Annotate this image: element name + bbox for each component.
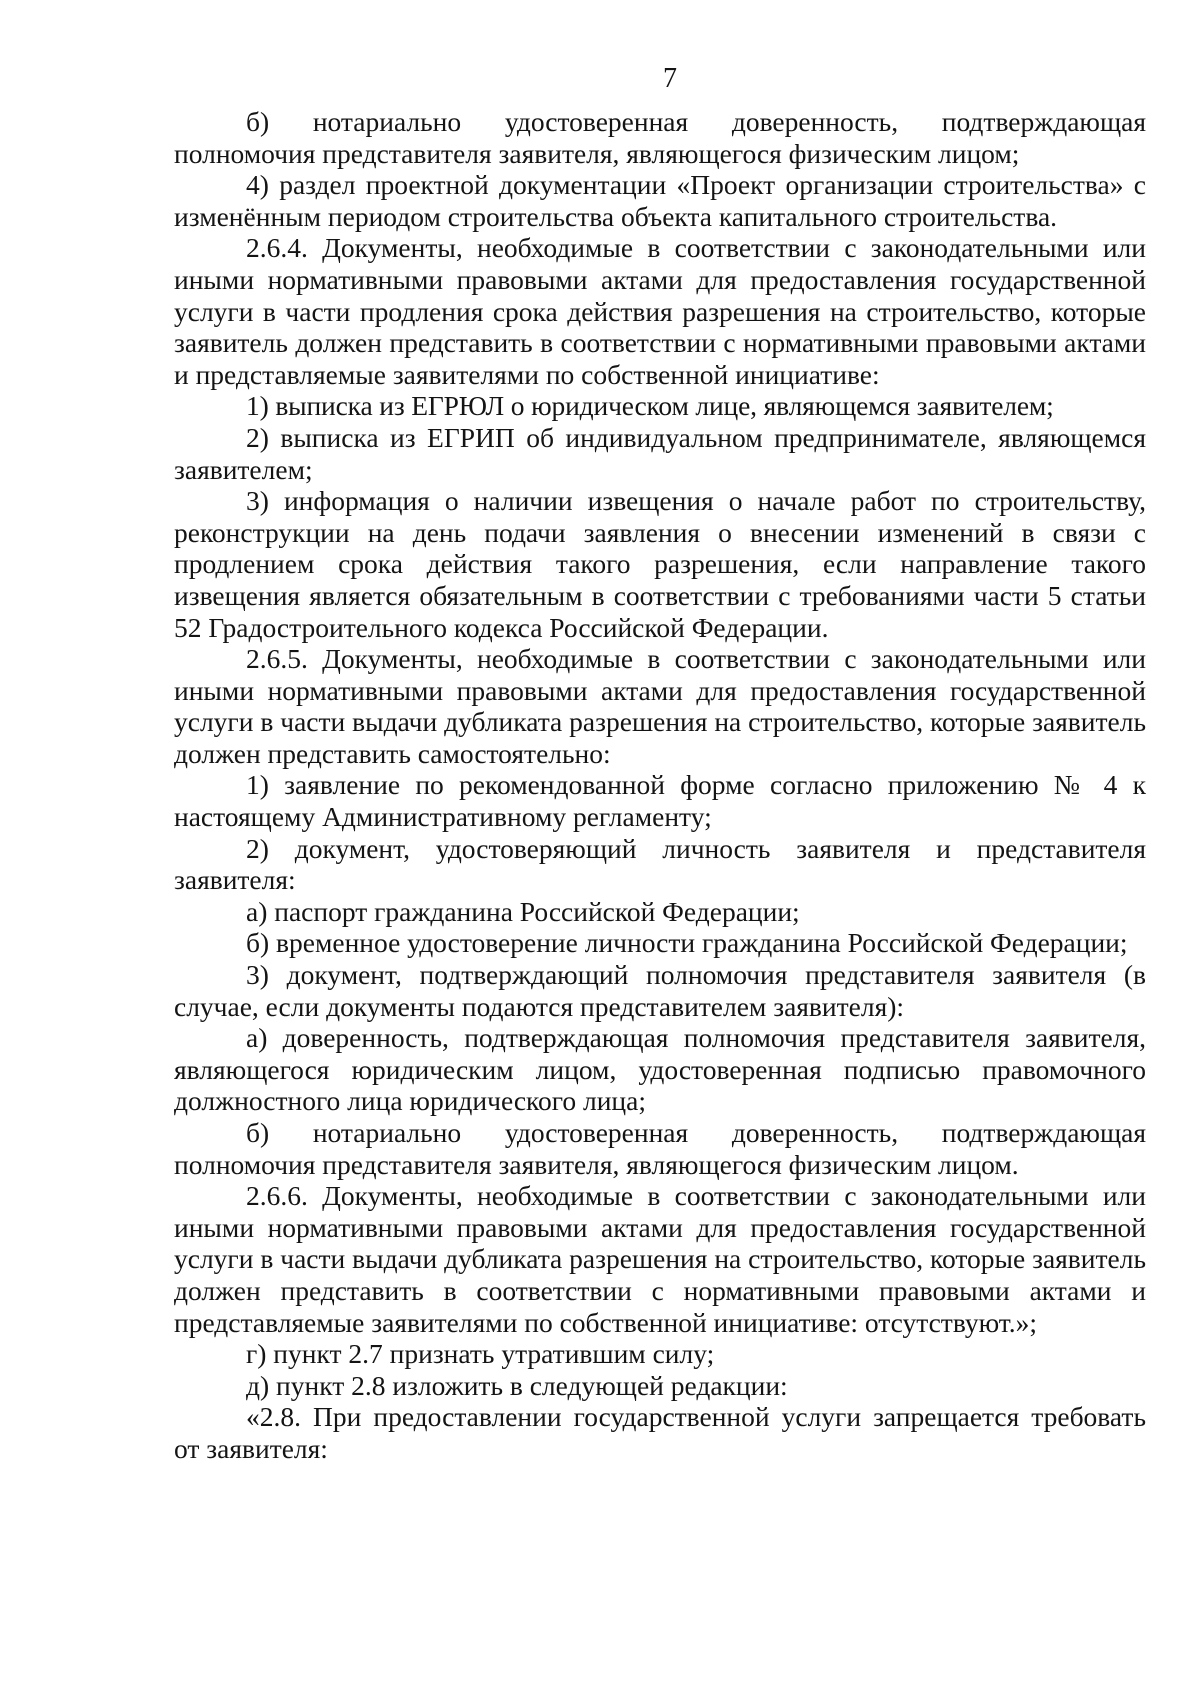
paragraph-2-8: «2.8. При предоставлении государственной услуги запрещается требовать от заявителя: [174,1401,1146,1464]
list-item-egrip: 2) выписка из ЕГРИП об индивидуальном предпринимателе, являющемся заявителем; [174,421,1146,485]
list-item-identity-document: 2) документ, удостоверяющий личность заявителя и представителя заявителя: [174,832,1146,896]
list-item-point-2-8: д) пункт 2.8 изложить в следующей редакции: [246,1369,788,1401]
list-item-legal-entity-power-of-attorney: а) доверенность, подтверждающая полномочия представителя заявителя, являющегося юридическим лицом, удостоверенная подписью правомочного должностного лица юридического лица; [174,1022,1146,1117]
list-item-authority-document: 3) документ, подтверждающий полномочия представителя заявителя (в случае, если документы подаются представителем заявителя): [174,959,1146,1022]
paragraph-2-6-6: 2.6.6. Документы, необходимые в соответствии с законодательными или иными нормативными правовыми актами для предоставления государственной услуги в части выдачи дубликата разрешения на строительство, которые заявитель должен представить в соответствии с нормативными правовыми актами и представляемые заявителями по собственной инициативе: отсутствуют.»; [174,1180,1146,1338]
paragraph-notarial-power-of-attorney: б) нотариально удостоверенная доверенность, подтверждающая полномочия представителя заявителя, являющегося физическим лицом; [174,106,1146,169]
paragraph-project-section: 4) раздел проектной документации «Проект организации строительства» с изменённым периодом строительства объекта капитального строительства. [174,169,1146,232]
list-item-construction-notice: 3) информация о наличии извещения о начале работ по строительству, реконструкции на день подачи заявления о внесении изменений в связи с продлением срока действия такого разрешения, если направление такого извещения является обязательным в соответствии с требованиями части 5 статьи 52 Градостроительного кодекса Российской Федерации. [174,485,1146,643]
list-item-temporary-id: б) временное удостоверение личности гражданина Российской Федерации; [246,927,1128,959]
list-item-passport: а) паспорт гражданина Российской Федерации; [246,895,800,927]
list-item-egrul: 1) выписка из ЕГРЮЛ о юридическом лице, являющемся заявителем; [246,390,1054,422]
list-item-point-2-7: г) пункт 2.7 признать утратившим силу; [246,1338,715,1370]
page-number: 7 [663,63,677,94]
document-body [174,106,1146,1465]
list-item-notarial-power-of-attorney: б) нотариально удостоверенная доверенность, подтверждающая полномочия представителя заявителя, являющегося физическим лицом. [174,1117,1146,1180]
paragraph-2-6-5: 2.6.5. Документы, необходимые в соответствии с законодательными или иными нормативными правовыми актами для предоставления государственной услуги в части выдачи дубликата разрешения на строительство, которые заявитель должен представить самостоятельно: [174,643,1146,769]
paragraph-2-6-4: 2.6.4. Документы, необходимые в соответствии с законодательными или иными нормативными правовыми актами для предоставления государственной услуги в части продления срока действия разрешения на строительство, которые заявитель должен представить в соответствии с нормативными правовыми актами и представляемые заявителями по собственной инициативе: [174,232,1146,390]
list-item-application: 1) заявление по рекомендованной форме согласно приложению № 4 к настоящему Административному регламенту; [174,769,1146,833]
